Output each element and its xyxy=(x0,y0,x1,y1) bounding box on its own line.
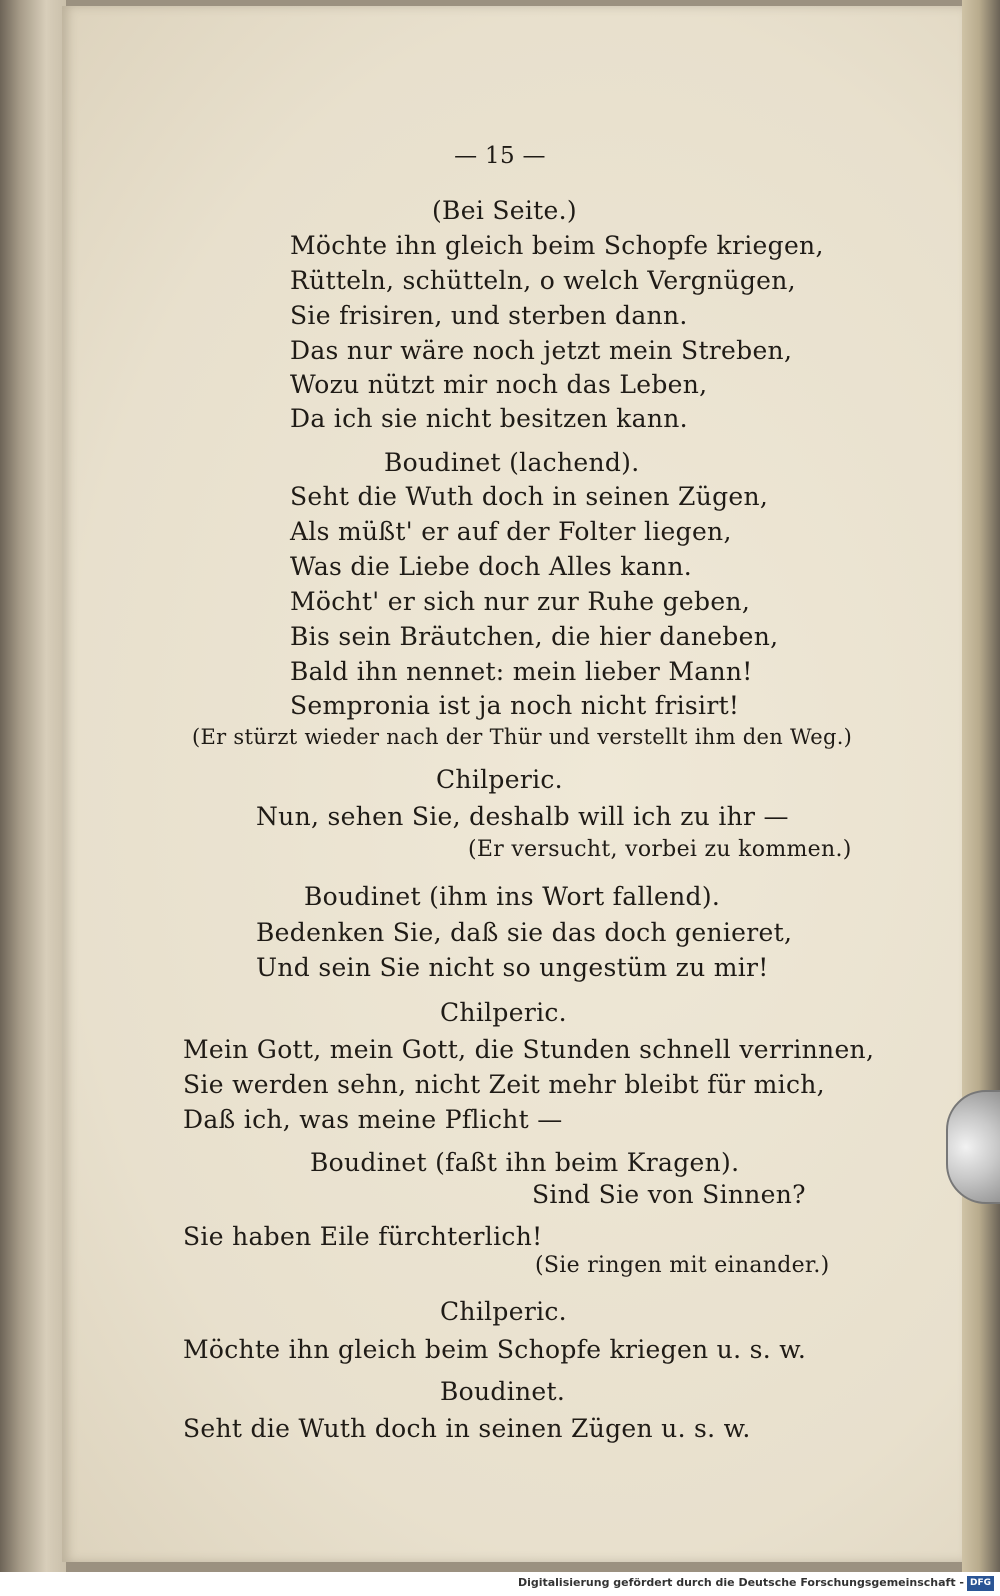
thumb-holder xyxy=(946,1090,1000,1204)
stage-direction: (Sie ringen mit einander.) xyxy=(535,1253,830,1278)
verse-line: Wozu nützt mir noch das Leben, xyxy=(290,370,708,399)
verse-line: Bedenken Sie, daß sie das doch genieret, xyxy=(256,918,793,947)
verse-line: Als müßt' er auf der Folter liegen, xyxy=(290,517,732,546)
page-number: — 15 — xyxy=(454,143,546,169)
verse-line: Sempronia ist ja noch nicht frisirt! xyxy=(290,691,740,720)
stage-direction: (Er stürzt wieder nach der Thür und verstellt ihm den Weg.) xyxy=(192,725,853,749)
verse-line: Seht die Wuth doch in seinen Zügen u. s. w. xyxy=(183,1414,751,1443)
speaker-heading: Boudinet. xyxy=(440,1377,566,1406)
verse-line: Nun, sehen Sie, deshalb will ich zu ihr — xyxy=(256,802,789,831)
right-page-edge xyxy=(962,0,1000,1572)
verse-line: Und sein Sie nicht so ungestüm zu mir! xyxy=(256,953,769,982)
left-page-edge xyxy=(0,0,66,1572)
verse-line: Da ich sie nicht besitzen kann. xyxy=(290,404,688,433)
verse-line: Bald ihn nennet: mein lieber Mann! xyxy=(290,657,753,686)
verse-line: Sie frisiren, und sterben dann. xyxy=(290,301,688,330)
stage-direction: (Er versucht, vorbei zu kommen.) xyxy=(468,837,852,862)
speaker-heading: Boudinet (ihm ins Wort fallend). xyxy=(304,882,721,911)
verse-line: Sie haben Eile fürchterlich! xyxy=(183,1222,543,1251)
speaker-heading: Boudinet (faßt ihn beim Kragen). xyxy=(310,1148,740,1177)
verse-line: Daß ich, was meine Pflicht — xyxy=(183,1105,563,1134)
speaker-heading: Boudinet (lachend). xyxy=(384,448,640,477)
stage-direction: (Bei Seite.) xyxy=(432,196,577,225)
verse-line: Sind Sie von Sinnen? xyxy=(532,1180,806,1209)
funding-credit: Digitalisierung gefördert durch die Deutsche Forschungsgemeinschaft - xyxy=(517,1576,964,1589)
verse-line: Möchte ihn gleich beim Schopfe kriegen u. s. w. xyxy=(183,1335,807,1364)
verse-line: Möcht' er sich nur zur Ruhe geben, xyxy=(290,587,751,616)
footer-bar xyxy=(0,1572,1000,1596)
verse-line: Seht die Wuth doch in seinen Zügen, xyxy=(290,482,769,511)
speaker-heading: Chilperic. xyxy=(436,765,563,794)
verse-line: Das nur wäre noch jetzt mein Streben, xyxy=(290,336,793,365)
verse-line: Rütteln, schütteln, o welch Vergnügen, xyxy=(290,266,796,295)
verse-line: Was die Liebe doch Alles kann. xyxy=(290,552,693,581)
verse-line: Sie werden sehn, nicht Zeit mehr bleibt für mich, xyxy=(183,1070,825,1099)
speaker-heading: Chilperic. xyxy=(440,998,567,1027)
speaker-heading: Chilperic. xyxy=(440,1297,567,1326)
verse-line: Möchte ihn gleich beim Schopfe kriegen, xyxy=(290,231,824,260)
verse-line: Bis sein Bräutchen, die hier daneben, xyxy=(290,622,779,651)
dfg-logo-icon: DFG xyxy=(967,1576,994,1591)
verse-line: Mein Gott, mein Gott, die Stunden schnell verrinnen, xyxy=(183,1035,875,1064)
